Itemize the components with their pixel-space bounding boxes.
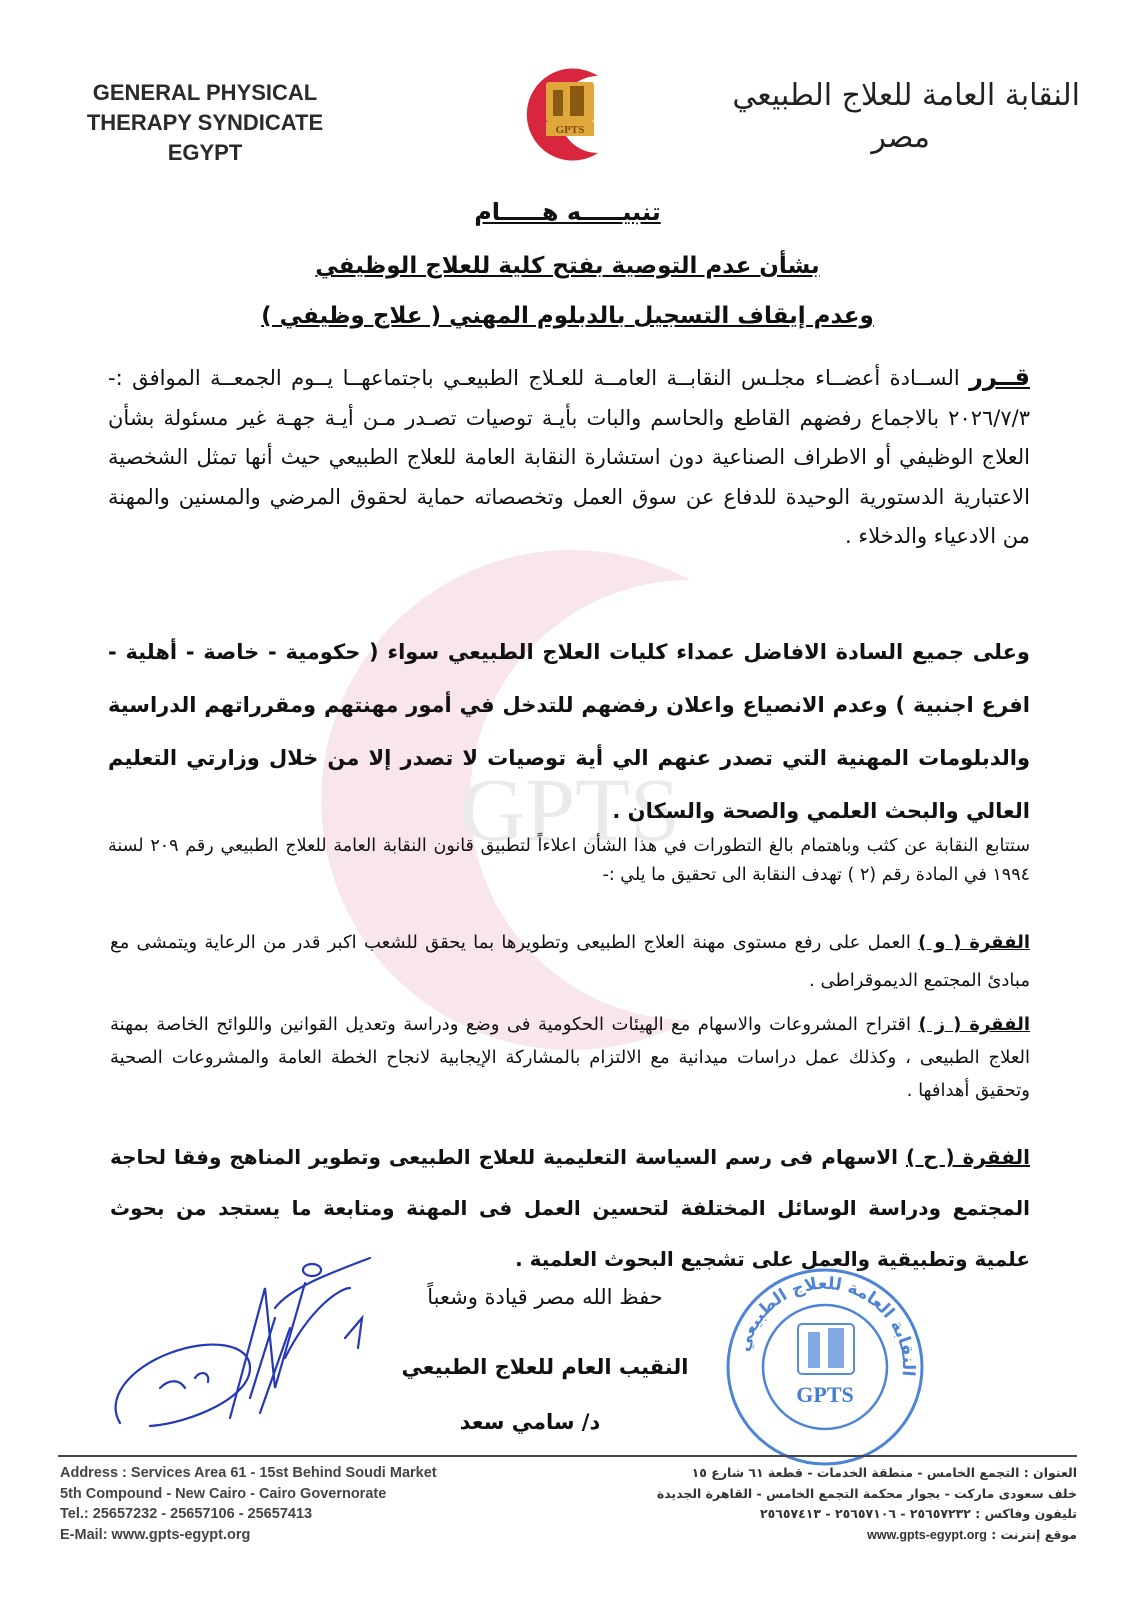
- notice-subtitle-1: بشأن عدم التوصية بفتح كلية للعلاج الوظيفي: [315, 253, 820, 279]
- gpts-logo: [518, 62, 623, 167]
- clause-text: اقتراح المشروعات والاسهام مع الهيئات الحكومية فى وضع ودراسة وتعديل القوانين واللوائح الخاصة بمهنة العلاج الطبيعى ، وكذلك عمل دراسات ميدانية مع الالتزام بالمشاركة الإيجابية لانجاح الخطة العامة والمشروعات الصحية وتحقيق أهدافها .: [110, 1014, 1030, 1101]
- clause-text: الاسهام فى رسم السياسة التعليمية للعلاج الطبيعى وتطوير المناهج وفقا لحاجة المجتمع ودراسة الوسائل المختلفة لتحسين العمل فى المهنة ومتابعة ما يستجد من بحوث علمية وتطبيقية والعمل على تشجيع البحوث العلمية .: [110, 1145, 1030, 1271]
- header-ar-name: النقابة العامة للعلاج الطبيعي: [732, 78, 1080, 113]
- clause-text: العمل على رفع مستوى مهنة العلاج الطبيعى وتطويرها بما يحقق للشعب اكبر قدر من الرعاية ويتمشى مع مبادئ المجتمع الديموقراطى .: [110, 932, 1030, 991]
- footer-en-tel: Tel.: 25657232 - 25657106 - 25657413: [60, 1506, 313, 1522]
- notice-subtitle-2: وعدم إيقاف التسجيل بالدبلوم المهني ( علاج وظيفي ): [261, 303, 874, 329]
- footer-ar-tel: تليفون وفاكس : ٢٥٦٥٧٢٣٢ - ٢٥٦٥٧١٠٦ - ٢٥٦٥٧٤١٣: [760, 1506, 1077, 1521]
- footer-en-email: E-Mail: www.gpts-egypt.org: [60, 1526, 251, 1543]
- clause-label: الفقرة ( ح ): [905, 1145, 1030, 1169]
- deans-paragraph: وعلى جميع السادة الافاضل عمداء كليات العلاج الطبيعي سواء ( حكومية - خاصة - أهلية - افرع اجنبية ) وعدم الانصياع واعلان رفضهم للتدخل في أمور مهنتهم ومقرراتهم الدراسية والدبلومات المهنية التي تصدر عنهم الي أية توصيات لا تصدر إلا من خلال وزارتي التعليم العالي والبحث العلمي والصحة والسكان .: [108, 640, 1030, 823]
- footer-ar-address-1: العنوان : التجمع الخامس - منطقة الخدمات - قطعة ٦١ شارع ١٥: [691, 1465, 1077, 1480]
- footer-ar-address-2: خلف سعودى ماركت - بجوار محكمة التجمع الخامس - القاهرة الجديدة: [656, 1485, 1077, 1501]
- follow-up-paragraph: ستتابع النقابة عن كثب وباهتمام بالغ التطورات في هذا الشأن اعلاءاً لتطبيق قانون النقابة العامة للعلاج الطبيعي رقم ٢٠٩ لسنة ١٩٩٤ في المادة رقم (٢ ) تهدف النقابة الى تحقيق ما يلي :-: [108, 836, 1031, 885]
- clause-label: الفقرة ( ز ): [918, 1014, 1030, 1035]
- official-stamp: [720, 1262, 930, 1472]
- footer-en-address-2: 5th Compound - New Cairo - Cairo Governorate: [60, 1485, 387, 1502]
- decision-lead-word: قــرر: [969, 363, 1030, 391]
- footer-arabic: [637, 1463, 1077, 1545]
- header-en-line: EGYPT: [167, 140, 243, 165]
- footer-ar-web-label: موقع إنترنت :: [991, 1526, 1077, 1542]
- footer-english: [60, 1463, 540, 1545]
- footer-divider: [58, 1455, 1077, 1457]
- clause-zay: [110, 1008, 1030, 1107]
- header-en-line: GENERAL PHYSICAL: [92, 80, 318, 105]
- clause-waw: [110, 924, 1030, 1000]
- notice-title: تنبيـــــه هـــــام: [474, 198, 661, 226]
- footer-ar-website: www.gpts-egypt.org: [867, 1527, 987, 1542]
- svg-text:النقابة العامة للعلاج الطبيعي: [734, 1274, 918, 1377]
- stamp-ring-text: النقابة العامة للعلاج الطبيعي: [733, 1273, 919, 1378]
- signer-name: د/ سامي سعد: [459, 1410, 601, 1434]
- logo-text: GPTS: [555, 124, 585, 136]
- header-arabic-name: [720, 74, 1080, 158]
- stamp-center-text: GPTS: [796, 1382, 854, 1407]
- handwritten-signature: [100, 1248, 400, 1438]
- decision-text: الســادة أعضــاء مجلـس النقابــة العامــة للعـلاج الطبيعـي باجتماعهــا يــوم الجمعــة الموافق :- ٢٠٢٦/٧/٣ بالاجماع رفضهم القاطع والحاسم والبات بأيـة توصيات تصـدر مـن أيـة جهـة غير مسئولة بشأن العلاج الوظيفي أو الاطراف الصناعية دون استشارة النقابة العامة للعلاج الطبيعي حيث أنها تمثل الشخصية الاعتبارية الدستورية الوحيدة للدفاع عن سوق العمل وتخصصاته حماية لحقوق المرضي والمسنين والمهنة من الادعياء والدخلاء .: [108, 366, 1030, 548]
- svg-text:GPTS: GPTS: [459, 761, 681, 860]
- header-en-line: THERAPY SYNDICATE: [86, 110, 324, 135]
- footer-ar-web-line: [637, 1525, 1077, 1546]
- header-english-name: [55, 78, 355, 168]
- header-ar-country: مصر: [871, 120, 930, 155]
- closing-blessing: حفظ الله مصر قيادة وشعباً: [427, 1285, 663, 1309]
- decision-paragraph: [108, 358, 1030, 557]
- footer-en-address-1: Address : Services Area 61 - 15st Behind Soudi Market: [60, 1465, 437, 1481]
- clause-label: الفقرة ( و ): [918, 932, 1031, 953]
- signer-title: النقيب العام للعلاج الطبيعي: [401, 1355, 689, 1379]
